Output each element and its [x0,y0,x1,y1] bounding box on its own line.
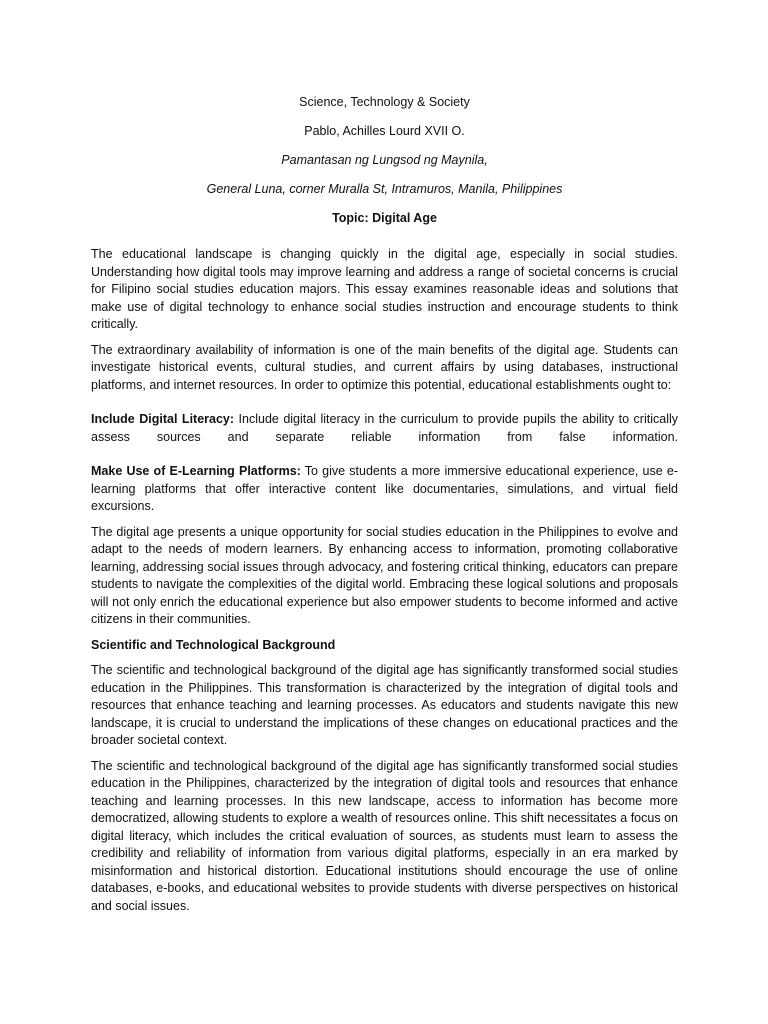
background-paragraph-1: The scientific and technological background of the digital age has significantly transformed social studies education in the Philippines. This transformation is characterized by the integration of digital tools and resources that enhance teaching and learning processes. As educators and students navigate this new landscape, it is crucial to understand the implications of these changes on educational practices and the broader societal context. [91,663,678,747]
section-heading: Scientific and Technological Background [91,637,336,652]
availability-paragraph: The extraordinary availability of information is one of the main benefits of the digital age. Students can investigate historical events, cultural studies, and current affairs by using databases, instructional platforms, and internet resources. In order to optimize this potential, educational establishments ought to: [91,342,678,392]
course-title: Science, Technology & Society [299,95,470,109]
institution-address: General Luna, corner Muralla St, Intramuros, Manila, Philippines [206,182,563,196]
digital-literacy-label: Include Digital Literacy: [91,412,235,426]
digital-literacy-item [91,411,678,446]
background-paragraph-2: The scientific and technological background of the digital age has significantly transformed social studies education in the Philippines, characterized by the integration of digital tools and resources that enhance teaching and learning processes. In this new landscape, access to information has become more democratized, allowing students to explore a wealth of resources online. This shift necessitates a focus on digital literacy, which includes the critical evaluation of sources, as students must learn to assess the credibility and reliability of information from various digital platforms, especially in an era marked by misinformation and historical distortion. Educational institutions should encourage the use of online databases, e-books, and educational websites to provide students with diverse perspectives on historical and social issues. [91,758,678,913]
opportunity-paragraph: The digital age presents a unique opportunity for social studies education in the Philippines to evolve and adapt to the needs of modern learners. By enhancing access to information, promoting collaborative learning, addressing social issues through advocacy, and fostering critical thinking, educators can prepare students to navigate the complexities of the digital world. Embracing these logical solutions and proposals will not only enrich the educational experience but also empower students to become informed and active citizens in their communities. [91,524,678,626]
elearning-item [91,463,678,516]
elearning-label: Make Use of E-Learning Platforms: [91,464,301,478]
digital-literacy-text: Include digital literacy in the curriculum to provide pupils the ability to critically assess sources and separate reliable information from false information. [91,412,678,444]
elearning-text: To give students a more immersive educational experience, use e-learning platforms that offer interactive content like documentaries, simulations, and virtual field excursions. [91,464,678,513]
document-page [91,92,678,923]
intro-paragraph: The educational landscape is changing quickly in the digital age, especially in social studies. Understanding how digital tools may improve learning and address a range of societal concerns is crucial for Filipino social studies education majors. This essay examines reasonable ideas and solutions that make use of digital technology to enhance social studies instruction and encourage students to think critically. [91,247,678,331]
topic-title: Topic: Digital Age [332,211,437,225]
institution-name: Pamantasan ng Lungsod ng Maynila, [281,153,488,167]
author-name: Pablo, Achilles Lourd XVII O. [304,124,465,138]
